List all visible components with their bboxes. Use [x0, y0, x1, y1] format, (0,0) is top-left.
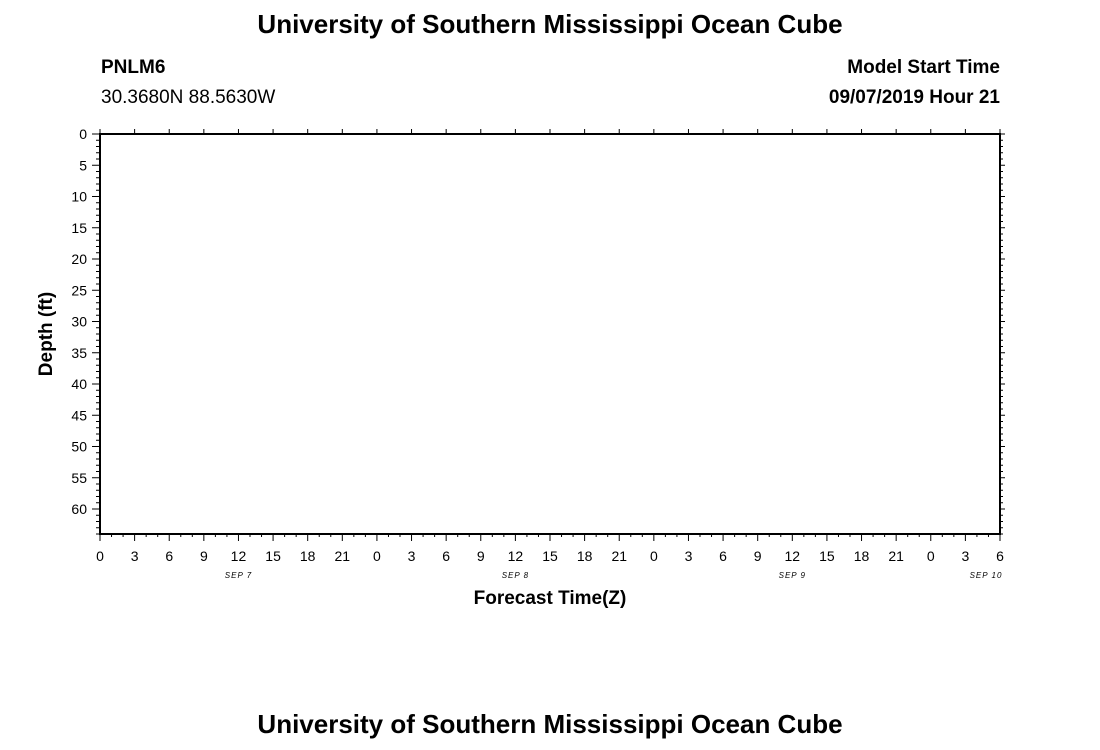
x-tick-label: 9	[753, 548, 762, 564]
x-tick-label: 9	[476, 548, 485, 564]
x-tick-label: 3	[130, 548, 139, 564]
x-tick-label: 3	[961, 548, 970, 564]
date-label: SEP 8	[501, 571, 530, 580]
x-axis-title: Forecast Time(Z)	[473, 588, 627, 609]
y-tick-label: 25	[71, 282, 87, 299]
x-tick-label: 0	[96, 548, 104, 564]
x-tick-label: 0	[649, 548, 658, 564]
y-tick-label: 20	[71, 251, 87, 267]
x-tick-label: 3	[407, 548, 416, 564]
x-tick-label: 12	[507, 548, 524, 564]
x-tick-label: 3	[684, 548, 693, 564]
x-tick-label: 18	[576, 548, 593, 564]
model-start-label: Model Start Time	[847, 57, 1000, 78]
x-tick-label: 12	[230, 548, 247, 564]
x-tick-label: 9	[199, 548, 208, 564]
plot-area	[100, 134, 1000, 534]
footer-title: University of Southern Mississippi Ocean Cube	[257, 709, 843, 739]
station-coordinates: 30.3680N 88.5630W	[101, 87, 276, 108]
x-tick-label: 21	[334, 548, 351, 564]
date-label: SEP 7	[224, 571, 253, 580]
date-label: SEP 9	[778, 571, 807, 580]
page-title: University of Southern Mississippi Ocean Cube	[257, 9, 843, 39]
x-tick-label: 21	[888, 548, 904, 564]
y-tick-label: 5	[79, 157, 87, 174]
y-axis-title: Depth (ft)	[36, 291, 57, 377]
x-tick-label: 12	[784, 548, 801, 564]
x-tick-label: 0	[926, 548, 935, 564]
x-tick-label: 18	[853, 548, 870, 564]
y-tick-label: 60	[71, 501, 87, 517]
x-tick-label: 15	[819, 548, 835, 564]
y-tick-label: 30	[71, 313, 87, 330]
x-tick-label: 6	[442, 548, 451, 564]
y-tick-label: 50	[71, 438, 87, 455]
date-labels	[225, 571, 1003, 580]
x-tick-label: 15	[265, 548, 281, 564]
x-tick-label: 0	[373, 548, 381, 564]
y-tick-label: 0	[79, 126, 87, 142]
station-id: PNLM6	[101, 57, 166, 78]
x-tick-label: 6	[165, 548, 174, 564]
x-tick-label: 21	[611, 548, 628, 564]
y-tick-label: 35	[71, 344, 87, 361]
x-tick-label: 15	[542, 548, 558, 564]
x-tick-label: 6	[719, 548, 727, 564]
y-tick-label: 15	[71, 219, 87, 236]
y-tick-label: 10	[71, 188, 87, 205]
x-tick-label: 18	[299, 548, 316, 564]
x-tick-label: 6	[996, 548, 1004, 564]
y-tick-label: 55	[71, 469, 87, 486]
date-label: SEP 10	[969, 571, 1003, 580]
model-start-time: 09/07/2019 Hour 21	[828, 87, 1000, 108]
y-tick-label: 40	[71, 376, 87, 392]
y-tick-label: 45	[71, 407, 87, 424]
